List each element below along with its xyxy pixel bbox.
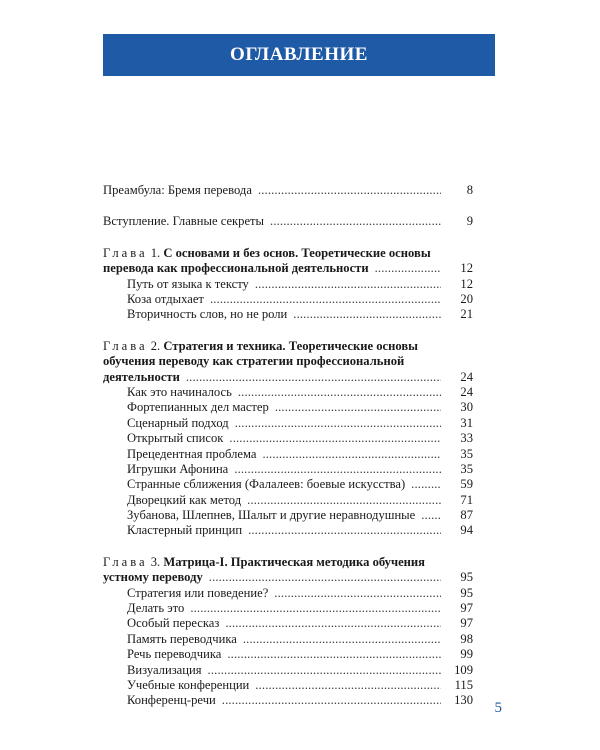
chapter-page: 95 <box>460 570 473 585</box>
toc-entry[interactable] <box>103 307 473 322</box>
toc-entry[interactable] <box>103 647 473 662</box>
toc-entry-page: 8 <box>466 183 473 197</box>
toc-entry[interactable] <box>103 632 473 647</box>
toc-entry-title: Конференц-речи <box>127 693 216 708</box>
leader-dots <box>255 277 441 292</box>
toc-entry[interactable] <box>103 462 473 477</box>
chapter-label: Глава <box>103 554 148 569</box>
chapter-page: 24 <box>460 369 473 384</box>
toc-entry-title: Память переводчика <box>127 631 237 646</box>
leader-dots <box>234 462 441 477</box>
toc-header-banner <box>103 34 495 76</box>
toc-entry-title: Игрушки Афонина <box>127 461 229 476</box>
page-number: 5 <box>494 700 502 716</box>
leader-dots <box>275 400 441 415</box>
toc-entry-page: 33 <box>460 431 473 446</box>
leader-dots <box>293 307 441 322</box>
toc-entry-page: 30 <box>460 400 473 415</box>
toc-entry-title: Прецедентная проблема <box>127 446 257 461</box>
toc-entry-page: 21 <box>460 307 473 322</box>
toc-entry-page: 130 <box>454 693 473 708</box>
toc-entry-page: 94 <box>460 523 473 538</box>
toc-entry-title: Фортепианных дел мастер <box>127 400 269 415</box>
toc-entry-page: 24 <box>460 384 473 399</box>
toc-entry[interactable] <box>103 400 473 415</box>
toc-entry-title: Стратегия или поведение? <box>127 585 269 600</box>
toc-entry-title: Странные сближения (Фалалеев: боевые искусства) <box>127 477 406 492</box>
chapter-title: Матрица-I <box>163 554 225 569</box>
toc-entry[interactable] <box>103 385 473 400</box>
toc-entry-page: 35 <box>460 446 473 461</box>
toc-entry-title: Открытый список <box>127 431 224 446</box>
toc-entry[interactable] <box>103 477 473 492</box>
leader-dots <box>235 416 441 431</box>
chapter-heading[interactable] <box>103 339 473 354</box>
toc-entry-page: 59 <box>460 477 473 492</box>
toc-entry-page: 12 <box>460 276 473 291</box>
leader-dots <box>225 616 441 631</box>
toc-title: ОГЛАВЛЕНИЕ <box>230 44 368 65</box>
toc-entry-title: Сценарный подход <box>127 415 229 430</box>
leader-dots <box>222 693 441 708</box>
toc-entry-title: Путь от языка к тексту <box>127 276 249 291</box>
toc-entry-title: Визуализация <box>127 662 202 677</box>
leader-dots <box>247 493 441 508</box>
leader-dots <box>274 586 441 601</box>
chapter-label: Глава <box>103 245 148 260</box>
leader-dots <box>248 523 441 538</box>
toc-entry[interactable] <box>103 601 473 616</box>
chapter-heading-continuation[interactable] <box>103 261 473 276</box>
chapter-2 <box>103 339 473 539</box>
toc-entry[interactable] <box>103 663 473 678</box>
chapter-subtitle: . Теоретические основы <box>295 245 431 260</box>
chapter-number: 3. <box>150 554 161 569</box>
toc-entry-title: Особый пересказ <box>127 616 220 631</box>
chapter-number: 1. <box>150 245 161 260</box>
toc-entry-page: 98 <box>460 631 473 646</box>
chapter-3 <box>103 555 473 709</box>
toc-entry-title: Делать это <box>127 601 185 616</box>
toc-entry-page: 97 <box>460 616 473 631</box>
toc-entry-title: Дворецкий как метод <box>127 492 242 507</box>
leader-dots <box>229 431 441 446</box>
toc-entry-title: Вступление. Главные секреты <box>103 214 265 229</box>
chapter-label: Глава <box>103 338 148 353</box>
toc-entry-introduction[interactable] <box>103 214 473 229</box>
chapter-heading-continuation[interactable] <box>103 354 473 369</box>
leader-dots <box>262 447 441 462</box>
toc-entry-title: Преамбула: Бремя перевода <box>103 183 252 197</box>
chapter-subtitle-line: перевода как профессиональной деятельности <box>103 261 369 276</box>
leader-dots <box>209 570 441 585</box>
toc-entry-page: 95 <box>460 585 473 600</box>
toc-entry-title: Зубанова, Шлепнев, Шалыт и другие неравнодушные <box>127 508 416 523</box>
chapter-subtitle: . Теоретические основы <box>282 338 418 353</box>
toc-entry[interactable] <box>103 616 473 631</box>
chapter-subtitle-line: устному переводу <box>103 570 203 585</box>
toc-entry-page: 109 <box>454 662 473 677</box>
chapter-title: С основами и без основ <box>163 245 296 260</box>
toc-entry-page: 31 <box>460 415 473 430</box>
toc-entry[interactable] <box>103 493 473 508</box>
leader-dots <box>208 663 441 678</box>
leader-dots <box>190 601 441 616</box>
toc-entry-title: Коза отдыхает <box>127 291 204 306</box>
leader-dots <box>421 508 441 523</box>
leader-dots <box>270 214 441 229</box>
leader-dots <box>210 292 441 307</box>
chapter-number: 2. <box>150 338 161 353</box>
toc-entry-page: 115 <box>454 678 473 692</box>
toc-entry[interactable] <box>103 586 473 601</box>
toc-entry-page: 97 <box>460 601 473 616</box>
toc-entry-preamble[interactable] <box>103 183 473 198</box>
toc-entry[interactable] <box>103 277 473 292</box>
toc-entry-title: Учебные конференции <box>127 678 250 692</box>
leader-dots <box>186 370 441 385</box>
toc-entry-page: 87 <box>460 508 473 523</box>
leader-dots <box>243 632 441 647</box>
chapter-title: Стратегия и техника <box>163 338 283 353</box>
toc-entry[interactable] <box>103 292 473 307</box>
leader-dots <box>411 477 441 492</box>
table-of-contents <box>103 183 473 709</box>
toc-entry-title: Речь переводчика <box>127 647 222 662</box>
chapter-page: 12 <box>460 261 473 276</box>
chapter-subtitle-line: деятельности <box>103 369 180 384</box>
toc-entry-page: 35 <box>460 461 473 476</box>
leader-dots <box>238 385 441 400</box>
leader-dots <box>227 647 441 662</box>
chapter-subtitle-line: обучения переводу как стратегии профессиональной <box>103 354 405 369</box>
toc-entry-page: 9 <box>466 214 473 229</box>
leader-dots <box>375 261 441 276</box>
chapter-heading-continuation[interactable] <box>103 570 473 585</box>
chapter-heading[interactable] <box>103 555 473 570</box>
toc-entry-title: Как это начиналось <box>127 384 232 399</box>
toc-entry[interactable] <box>103 431 473 446</box>
chapter-subtitle: . Практическая методика обучения <box>224 554 425 569</box>
leader-dots <box>258 183 441 198</box>
toc-entry[interactable] <box>103 693 473 708</box>
toc-entry-title: Вторичность слов, но не роли <box>127 307 288 322</box>
chapter-heading-continuation[interactable] <box>103 370 473 385</box>
toc-entry[interactable] <box>103 447 473 462</box>
toc-entry-page: 99 <box>460 647 473 662</box>
toc-entry-title: Кластерный принцип <box>127 523 243 538</box>
toc-entry[interactable] <box>103 416 473 431</box>
leader-dots <box>255 678 441 693</box>
toc-entry-page: 71 <box>460 492 473 507</box>
toc-entry[interactable] <box>103 678 473 693</box>
toc-entry-page: 20 <box>460 291 473 306</box>
toc-entry[interactable] <box>103 508 473 523</box>
toc-entry[interactable] <box>103 523 473 538</box>
chapter-heading[interactable] <box>103 246 473 261</box>
chapter-1 <box>103 246 473 323</box>
